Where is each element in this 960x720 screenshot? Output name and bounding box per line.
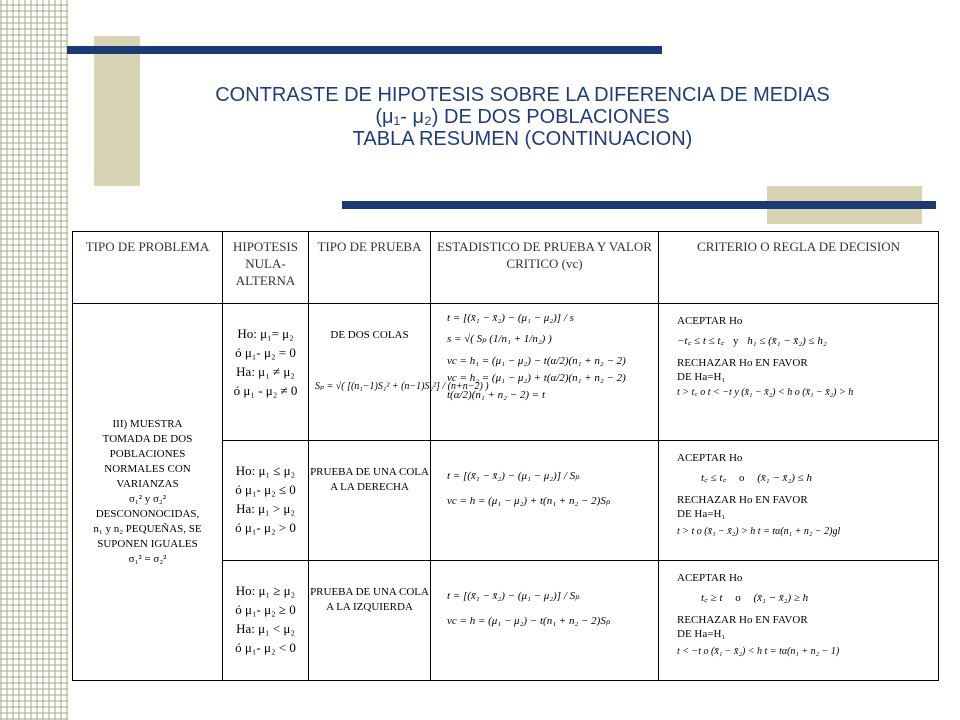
pooled-sd-formula: Sₚ = √( [(n₁−1)S₁² + (n−1)S₂²] / (n+n−2) ) [315,381,489,392]
hypothesis-line: Ho: μ₁ ≥ μ₂ [235,583,296,598]
t-formula: t = [(x̄₁ − x̄₂) − (μ₁ − μ₂)] / Sₚ [447,470,580,482]
title-line: (μ₁- μ₂) DE DOS POBLACIONES [375,106,670,128]
decorative-bar [342,201,936,209]
decorative-block [94,36,140,186]
problem-line: DESCONONOCIDAS, [95,508,200,520]
hypothesis-line: Ha: μ₁ > μ₂ [236,501,295,516]
hypothesis-line: Ha: μ₁ ≠ μ₂ [236,364,295,379]
critical-t-formula: t(α/2)(n₁ + n₂ − 2) = t [447,389,546,401]
test-type-label: DE DOS COLAS [330,329,409,341]
problem-line: TOMADA DE DOS [102,433,193,445]
accept-label: ACEPTAR Ho [677,315,743,327]
reject-label: RECHAZAR Ho EN FAVOR [677,614,808,626]
hypothesis-line: ó μ₁- μ₂ ≥ 0 [235,602,296,617]
criteria-cell [659,441,939,561]
statistic-cell [431,441,659,561]
vc-formula: vc = h₁ = (μ₁ − μ₂) − t(α/2)(n₁ + n₂ − 2) [447,355,626,367]
accept-label: ACEPTAR Ho [677,572,743,584]
problem-line: σ₁² y σ₂² [128,493,167,505]
test-type-cell [309,561,431,681]
test-type-cell [309,304,489,441]
s-formula: s = √( Sₚ (1/n₁ + 1/n₂) ) [447,333,552,345]
accept-formula: h₁ ≤ (x̄₁ − x̄₂) ≤ h₂ [747,335,827,347]
reject-label: DE Ha=H₁ [677,371,726,383]
hypothesis-line: ó μ₁- μ₂ ≤ 0 [235,482,296,497]
problem-line: NORMALES CON [104,463,191,475]
reject-label: RECHAZAR Ho EN FAVOR [677,357,808,369]
slide-title [150,84,895,150]
problem-line: σ₁² = σ₂² [128,553,167,565]
title-line: TABLA RESUMEN (CONTINUACION) [352,128,693,150]
reject-label: DE Ha=H₁ [677,508,726,520]
hypothesis-line: Ho: μ₁= μ₂ [237,326,294,341]
accept-formula: t꜀ ≥ t [701,592,723,604]
problem-line: III) MUESTRA [112,418,183,430]
reject-formula: t < −t o (x̄₁ − x̄₂) < h t = tα(n₁ + n₂ − 1) [677,646,840,657]
statistic-cell [431,561,659,681]
t-formula: t = [(x̄₁ − x̄₂) − (μ₁ − μ₂)] / s [447,312,574,324]
problem-line: SUPONEN IGUALES [97,538,198,550]
conjunction: y [733,335,739,347]
header-cell: TIPO DE PROBLEMA [73,232,223,304]
reject-label: RECHAZAR Ho EN FAVOR [677,494,808,506]
hypothesis-line: ó μ₁- μ₂ > 0 [235,520,296,535]
header-cell: HIPOTESIS NULA- ALTERNA [223,232,309,304]
hypothesis-line: ó μ₁- μ₂ = 0 [235,345,296,360]
hypothesis-cell [223,561,309,681]
title-line: CONTRASTE DE HIPOTESIS SOBRE LA DIFERENCIA DE MEDIAS [215,84,830,106]
reject-label: DE Ha=H₁ [677,628,726,640]
criteria-cell [659,561,939,681]
accept-formula: (x̄₁ − x̄₂) ≥ h [753,592,809,604]
table-row [73,304,939,441]
hypothesis-line: ó μ₁ - μ₂ ≠ 0 [233,383,298,398]
test-type-cell [309,441,431,561]
problem-line: VARIANZAS [116,478,179,490]
vc-formula: vc = h₂ = (μ₁ − μ₂) + t(α/2)(n₁ + n₂ − 2) [447,372,626,384]
table-header-row [73,232,939,304]
header-cell: TIPO DE PRUEBA [309,232,431,304]
header-cell: ESTADISTICO DE PRUEBA Y VALOR CRITICO (vc) [431,232,659,304]
vc-formula: vc = h = (μ₁ − μ₂) − t(n₁ + n₂ − 2)Sₚ [447,615,611,627]
reject-formula: t > t꜀ o t < −t y (x̄₁ − x̄₂) < h o (x̄₁ − x̄₂) > h [677,387,854,398]
accept-label: ACEPTAR Ho [677,452,743,464]
hypothesis-line: Ho: μ₁ ≤ μ₂ [235,463,296,478]
hypothesis-line: ó μ₁- μ₂ < 0 [235,640,296,655]
criteria-cell [659,304,939,441]
reject-formula: t > t o (x̄₁ − x̄₂) > h t = tα(n₁ + n₂ − 2)gl [677,526,841,537]
accept-formula: (x̄₁ − x̄₂) ≤ h [757,472,812,484]
test-type-label: PRUEBA DE UNA COLA A LA IZQUIERDA [310,586,429,613]
t-formula: t = [(x̄₁ − x̄₂) − (μ₁ − μ₂)] / Sₚ [447,590,580,602]
conjunction: o [735,592,741,604]
problem-line: POBLACIONES [109,448,186,460]
conjunction: o [739,472,745,484]
statistic-cell [431,304,659,441]
decorative-pattern [0,0,68,720]
accept-formula: t꜀ ≤ t꜀ [701,472,727,484]
vc-formula: vc = h = (μ₁ − μ₂) + t(n₁ + n₂ − 2)Sₚ [447,495,611,507]
problem-line: n₁ y n₂ PEQUEÑAS, SE [93,523,202,535]
hypothesis-cell [223,304,309,441]
decorative-bar [67,46,662,54]
problem-type-cell [73,304,223,681]
summary-table [72,231,939,681]
header-cell: CRITERIO O REGLA DE DECISION [659,232,939,304]
test-type-label: PRUEBA DE UNA COLA A LA DERECHA [310,466,429,493]
hypothesis-cell [223,441,309,561]
hypothesis-line: Ha: μ₁ < μ₂ [236,621,295,636]
accept-formula: −t꜀ ≤ t ≤ t꜀ [677,335,725,347]
